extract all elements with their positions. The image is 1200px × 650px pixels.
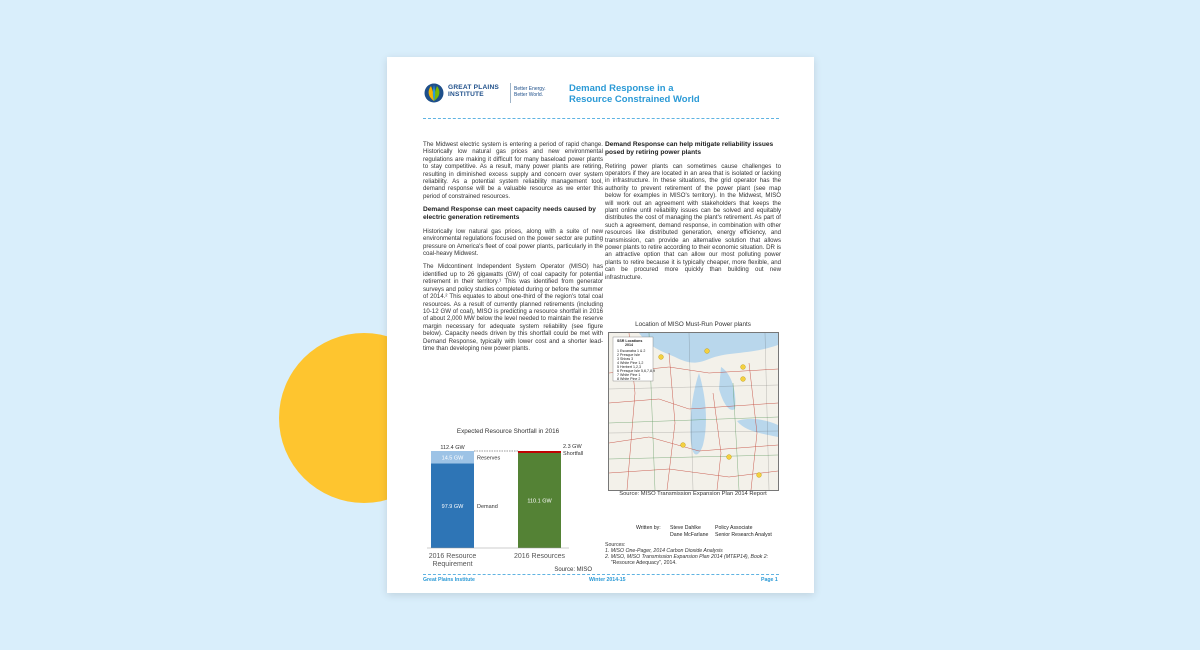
- tagline-line1: Better Energy.: [514, 86, 546, 92]
- map-legend-item: 2 Presque Isle: [617, 353, 640, 357]
- map-legend-item: 8 White Pine 2: [617, 377, 641, 381]
- right-column: [605, 141, 781, 287]
- chart-svg: [427, 437, 607, 573]
- title-line1: Demand Response in a: [569, 83, 674, 94]
- author-name: Steve Dahlke: [670, 525, 701, 531]
- gpi-logo: [424, 81, 574, 107]
- written-by-label: Written by:: [636, 525, 661, 531]
- chart-source: Source: MISO: [554, 567, 592, 573]
- map-legend-item: 1 Escanaba 1 & 2: [617, 349, 646, 353]
- intro-paragraph: The Midwest electric system is entering a period of rapid change. Historically low natural gas prices and new environmental regulations are making it difficult for many baseload power plants to stay competitive. As a result, many power plants are retiring, resulting in diminished excess supply and concern over system reliability. As a potential system reliability management tool, demand response will be a valuable resource as we enter this period of constrained resources.: [423, 141, 603, 200]
- map-source: Source: MISO Transmission Expansion Plan 2014 Report: [619, 491, 767, 497]
- map-legend-item: 3 Shiras 3: [617, 357, 634, 361]
- map-legend: [617, 339, 655, 381]
- section-heading-reliability: Demand Response can help mitigate reliability issues posed by retiring power plants: [605, 141, 774, 156]
- bar-value-label: 14.5 GW: [441, 455, 464, 462]
- org-name-line1: GREAT PLAINS: [448, 84, 499, 91]
- map-legend-item: 6 Presque Isle 5,6,7,8,9: [617, 369, 655, 373]
- org-tagline: [514, 86, 546, 98]
- paragraph-miso: The Midcontinent Independent System Operator (MISO) has identified up to 26 gigawatts (GW) of coal capacity for potential retirement in their territory.¹ This was identified from generator surveys and policy studies completed during or before the summer of 2014.² This equates to about one-third of the region's total coal resources. As a result of currently planned retirements (including 10-12 GW of coal), MISO is predicting a resource shortfall in 2016 of about 2,000 MW below the level needed to maintain the reserve margin necessary for adequate system reliability (see figure below). Capacity needs driven by this shortfall could be met with Demand Response, typically with lower cost and a shorter lead-time than developing new power plants.: [423, 263, 603, 352]
- map-legend-item: 4 White Pine 1,2: [617, 361, 644, 365]
- sources-block: [605, 543, 781, 567]
- paragraph-gas-prices: Historically low natural gas prices, along with a suite of new environmental regulations focused on the power sector are putting pressure on America's fleet of coal power plants, particularly in the coal-heavy Midwest.: [423, 227, 603, 258]
- map-legend-item: 5 Herbert 1,2,3: [617, 365, 641, 369]
- category-label: 2016 Resource: [428, 553, 477, 560]
- author-name: Dane McFarlane: [670, 532, 709, 538]
- org-name: [448, 84, 499, 98]
- map-legend-item: 7 White Pine 1: [617, 373, 641, 377]
- total-label: 112.4 GW: [440, 445, 465, 451]
- map-legend-items: [617, 349, 655, 381]
- bar-value-label: 110.1 GW: [527, 498, 552, 505]
- legend-reserves: Reserves: [477, 455, 501, 462]
- section-heading-capacity: Demand Response can meet capacity needs caused by electric generation retirements: [423, 206, 596, 222]
- shortfall-chart: [427, 437, 607, 573]
- footer-org: Great Plains Institute: [423, 577, 475, 583]
- footer-date: Winter 2014-15: [589, 577, 626, 583]
- bar-value-label: 97.9 GW: [441, 503, 464, 510]
- left-column: [423, 141, 603, 358]
- document-title: [569, 84, 769, 105]
- source-item: 2. MISO, MISO Transmission Expansion Plan 2014 (MTEP14), Book 2:: [605, 553, 769, 560]
- document-page: [387, 57, 814, 593]
- footer-divider: [423, 574, 779, 575]
- chart-title: Expected Resource Shortfall in 2016: [456, 428, 560, 435]
- map-legend-title: SSR Locations: [617, 339, 643, 343]
- footer-page: Page 1: [761, 577, 778, 583]
- leaf-logo-icon: [424, 83, 444, 103]
- bar-shortfall: [518, 451, 561, 453]
- source-item: 1. MISO One-Pager, 2014 Carbon Dioxide Analysis: [605, 547, 723, 554]
- org-name-line2: INSTITUTE: [448, 91, 484, 99]
- source-item: "Resource Adequacy", 2014.: [605, 559, 677, 566]
- title-line2: Resource Constrained World: [569, 93, 700, 105]
- map-legend-year: 2014: [625, 343, 633, 347]
- legend-shortfall: Shortfall: [563, 451, 584, 457]
- category-label: Requirement: [432, 561, 473, 568]
- sources-heading: Sources:: [605, 542, 626, 548]
- author-role: Senior Research Analyst: [715, 532, 772, 538]
- logo-divider: [510, 83, 511, 103]
- tagline-line2: Better World.: [514, 92, 544, 98]
- legend-demand: Demand: [477, 503, 498, 510]
- map-title: Location of MISO Must-Run Power plants: [635, 321, 751, 328]
- header-divider: [423, 118, 779, 119]
- author-role: Policy Associate: [715, 525, 753, 531]
- category-label: 2016 Resources: [514, 553, 565, 560]
- paragraph-retiring: Retiring power plants can sometimes cause challenges to operators if they are located in an area that is isolated or lacking in infrastructure. In these situations, the grid operator has the authority to prevent retirement of the power plant (see map below for examples in MISO's territory). In the Midwest, MISO will work out an agreement with stakeholders that keeps the plant online until reliability issues can be solved and equitably distributes the cost of managing the plant's retirement. As part of such a agreement, demand response, in combination with other resources like distributed generation, energy efficiency, and transmission, can provide an alternative solution that allows power plants to retire according to their economic situation. DR is an attractive option that can allow our most polluting power plants to retire because it is typically cheaper, more flexible, and can be procured more quickly than building out new infrastructure.: [605, 162, 781, 281]
- miso-map: [608, 332, 779, 491]
- shortfall-value-label: 2.3 GW: [563, 444, 582, 450]
